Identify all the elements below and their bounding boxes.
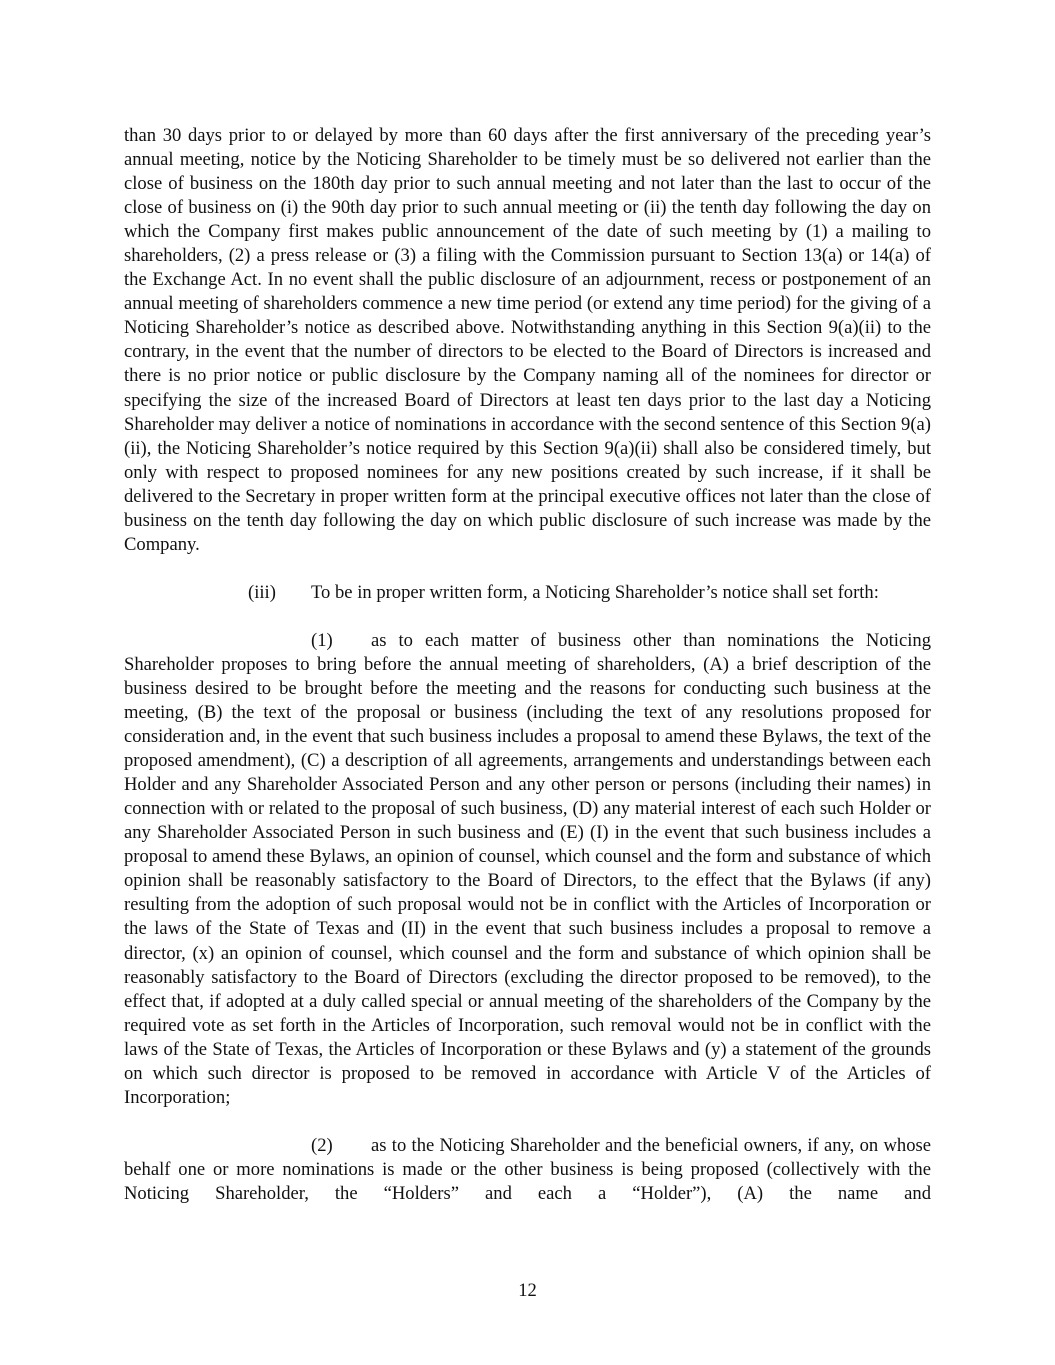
list-item-1	[124, 629, 931, 1110]
list-marker-1: (1)	[311, 629, 333, 651]
list-item-iii-text: To be in proper written form, a Noticing Shareholder’s notice shall set forth:	[311, 581, 879, 603]
list-item-2	[124, 1134, 931, 1206]
document-page	[124, 124, 931, 1230]
list-marker-2: (2)	[311, 1134, 333, 1156]
list-item-1-text: as to each matter of business other than nominations the Noticing Shareholder proposes to bring before the annual meeting of shareholders, (A) a brief description of the business desired to be brought before the meeting and the reasons for conducting such business at the meeting, (B) the text of the proposal or business (including the text of any resolutions proposed for consideration and, in the event that such business includes a proposal to amend these Bylaws, the text of the proposed amendment), (C) a description of all agreements, arrangements and understandings between each Holder and any Shareholder Associated Person and any other person or persons (including their names) in connection with or related to the proposal of such business, (D) any material interest of each such Holder or any Shareholder Associated Person in such business and (E) (I) in the event that such business includes a proposal to amend these Bylaws, an opinion of counsel, which counsel and the form and substance of which opinion shall be reasonably satisfactory to the Board of Directors, to the effect that the Bylaws (if any) resulting from the adoption of such proposal would not be in conflict with the Articles of Incorporation or the laws of the State of Texas and (II) in the event that such business includes a proposal to remove a director, (x) an opinion of counsel, which counsel and the form and substance of which opinion shall be reasonably satisfactory to the Board of Directors (excluding the director proposed to be removed), to the effect that, if adopted at a duly called special or annual meeting of the shareholders of the Company by the required vote as set forth in the Articles of Incorporation, such removal would not be in conflict with the laws of the State of Texas, the Articles of Incorporation or these Bylaws and (y) a statement of the grounds on which such director is proposed to be removed in accordance with Article V of the Articles of Incorporation;	[124, 629, 931, 1108]
page-number: 12	[518, 1280, 537, 1301]
paragraph-notice-timing-continuation: than 30 days prior to or delayed by more than 60 days after the first anniversary of the preceding year’s annual meeting, notice by the Noticing Shareholder to be timely must be so delivered not earlier than the close of business on the 180th day prior to such annual meeting and not later than the last to occur of the close of business on (i) the 90th day prior to such annual meeting or (ii) the tenth day following the day on which the Company first makes public announcement of the date of such meeting by (1) a mailing to shareholders, (2) a press release or (3) a filing with the Commission pursuant to Section 13(a) or 14(a) of the Exchange Act. In no event shall the public disclosure of an adjournment, recess or postponement of an annual meeting of shareholders commence a new time period (or extend any time period) for the giving of a Noticing Shareholder’s notice as described above. Notwithstanding anything in this Section 9(a)(ii) to the contrary, in the event that the number of directors to be elected to the Board of Directors is increased and there is no prior notice or public disclosure by the Company naming all of the nominees for director or specifying the size of the increased Board of Directors at least ten days prior to the last day a Noticing Shareholder may deliver a notice of nominations in accordance with the second sentence of this Section 9(a)(ii), the Noticing Shareholder’s notice required by this Section 9(a)(ii) shall also be considered timely, but only with respect to proposed nominees for any new positions created by such increase, if it shall be delivered to the Secretary in proper written form at the principal executive offices not later than the close of business on the tenth day following the day on which public disclosure of such increase was made by the Company.	[124, 125, 931, 555]
list-item-iii	[124, 581, 931, 605]
list-marker-iii: (iii)	[248, 581, 276, 603]
list-item-2-text: as to the Noticing Shareholder and the beneficial owners, if any, on whose behalf one or more nominations is made or the other business is being proposed (collectively with the Noticing Shareholder, the “Holders” and each a “Holder”), (A) the name and	[124, 1134, 931, 1204]
